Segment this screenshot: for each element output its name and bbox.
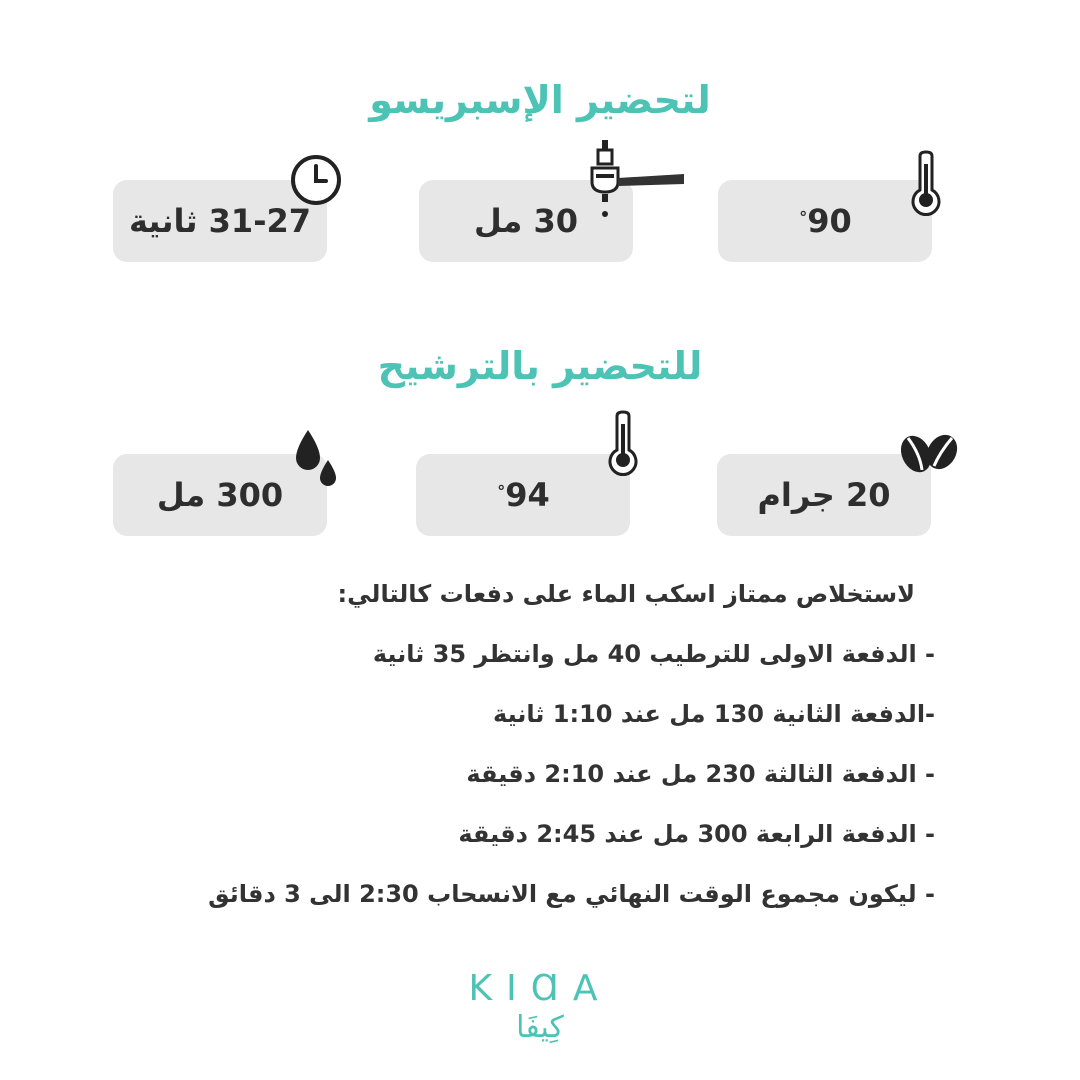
clock-icon	[288, 152, 344, 208]
instructions-intro: لاستخلاص ممتاز اسكب الماء على دفعات كالتالي:	[337, 580, 915, 608]
pouring-instructions	[115, 564, 935, 924]
step-4: - الدفعة الرابعة 300 مل عند 2:45 دقيقة	[458, 820, 935, 848]
filter-water-value: 300 مل	[156, 476, 284, 514]
step-3: - الدفعة الثالثة 230 مل عند 2:10 دقيقة	[466, 760, 935, 788]
espresso-time-value: 31-27 ثانية	[129, 202, 311, 240]
espresso-title: لتحضير الإسبريسو	[369, 78, 711, 122]
degree-symbol: °	[799, 207, 808, 227]
espresso-temperature-card	[718, 180, 932, 262]
filter-temperature-value: 94	[505, 476, 550, 514]
coffee-beans-icon	[898, 430, 960, 476]
step-5: - ليكون مجموع الوقت النهائي مع الانسحاب 2:30 الى 3 دقائق	[208, 880, 935, 908]
brand-logo-latin: KIⱭA	[468, 968, 612, 1009]
portafilter-icon	[584, 138, 688, 222]
filter-coffee-value: 20 جرام	[757, 476, 891, 514]
brand-logo-arabic: كِيفَا	[516, 1010, 564, 1045]
filter-temperature-card	[416, 454, 630, 536]
step-1: - الدفعة الاولى للترطيب 40 مل وانتظر 35 ثانية	[372, 640, 935, 668]
degree-symbol: °	[497, 481, 506, 501]
water-drops-icon	[290, 428, 342, 494]
espresso-temperature-value: 90	[807, 202, 852, 240]
thermometer-icon	[906, 150, 946, 218]
thermometer-icon	[603, 410, 643, 478]
filter-title: للتحضير بالترشيح	[377, 344, 703, 388]
step-2: -الدفعة الثانية 130 مل عند 1:10 ثانية	[493, 700, 935, 728]
espresso-volume-value: 30 مل	[473, 202, 579, 240]
